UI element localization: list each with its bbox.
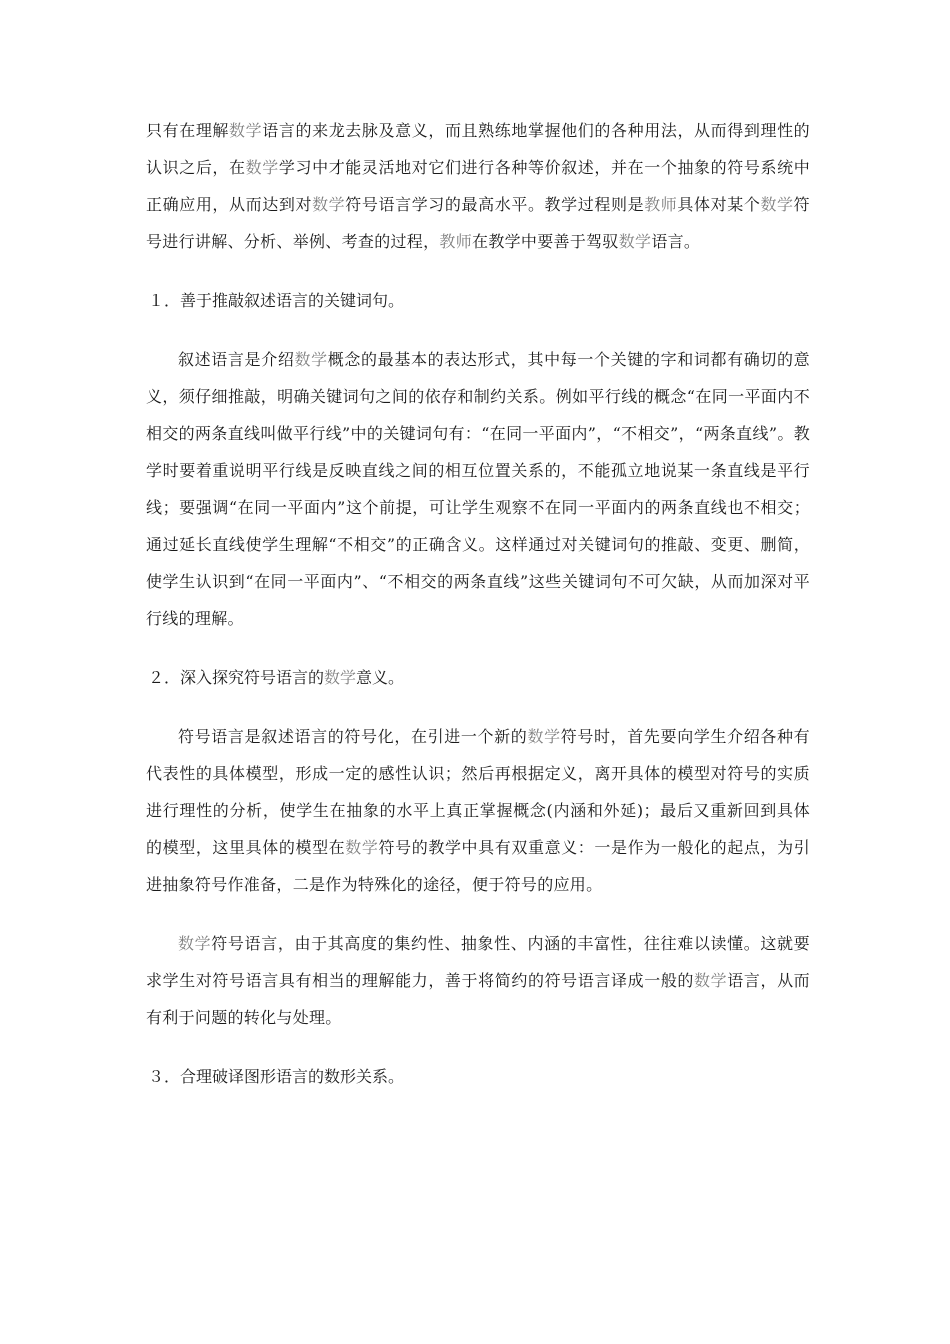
text-run: 符号进行讲解、分析、举例、考查的过程， (146, 195, 810, 251)
text-run: 符号语言学习的最高水平。教学过程则是 (345, 195, 645, 214)
text-run: 符号语言是叙述语言的符号化，在引进一个新的 (178, 727, 528, 746)
text-run: 只有在理解 (146, 121, 230, 140)
keyword-link[interactable]: 数学 (760, 195, 794, 214)
section-heading-1: １．善于推敲叙述语言的关键词句。 (148, 291, 405, 310)
heading-2-link[interactable]: 数学 (324, 668, 357, 687)
text-run: 学习中才能灵活地对它们进行各种等价叙述，并在一个抽象的符号系统中正确应用，从而达到对 (146, 158, 810, 214)
section-heading-2 (146, 659, 810, 696)
text-run: 在教学中要善于驾驭 (472, 232, 619, 251)
text-run: 语言。 (651, 232, 701, 251)
paragraph-narrative-language (146, 341, 810, 637)
paragraph-symbol-language (146, 718, 810, 903)
keyword-link[interactable]: 数学 (294, 350, 328, 369)
text-run: 概念的最基本的表达形式，其中每一个关键的字和词都有确切的意义，须仔细推敲，明确关键词句之间的依存和制约关系。例如平行线的概念“在同一平面内不相交的两条直线叫做平行线”中的关键词句有：“在同一平面内”，“不相交”，“两条直线”。教学时要着重说明平行线是反映直线之间的相互位置关系的，不能孤立地说某一条直线是平行线；要强调“在同一平面内”这个前提，可让学生观察不在同一平面内的两条直线也不相交；通过延长直线使学生理解“不相交”的正确含义。这样通过对关键词句的推敲、变更、删简，使学生认识到“在同一平面内”、“不相交的两条直线”这些关键词句不可欠缺，从而加深对平行线的理解。 (146, 350, 810, 628)
section-heading-3: ３．合理破译图形语言的数形关系。 (148, 1067, 405, 1086)
keyword-link[interactable]: 数学 (312, 195, 346, 214)
heading-2-text-a: ２．深入探究符号语言的 (148, 668, 325, 687)
keyword-link[interactable]: 数学 (345, 838, 379, 857)
keyword-link[interactable]: 数学 (618, 232, 652, 251)
heading-2-text-b: 意义。 (356, 668, 405, 687)
text-run: 符号的教学中具有双重意义：一是作为一般化的起点，为引进抽象符号作准备，二是作为特殊化的途径，便于符号的应用。 (146, 838, 810, 894)
keyword-link[interactable]: 数学 (694, 971, 728, 990)
paragraph-symbol-reading (146, 925, 810, 1036)
text-run: 具体对某个 (677, 195, 761, 214)
paragraph-intro (146, 112, 810, 260)
keyword-link[interactable]: 数学 (229, 121, 263, 140)
text-run: 语言的来龙去脉及意义，而且熟练地掌握他们的各种用法，从而得到理性的认识之后，在 (146, 121, 810, 177)
text-run: 符号语言，由于其高度的集约性、抽象性、内涵的丰富性，往往难以读懂。这就要求学生对符号语言具有相当的理解能力，善于将简约的符号语言译成一般的 (146, 934, 810, 990)
keyword-link[interactable]: 数学 (178, 934, 212, 953)
document-body (146, 112, 810, 1095)
text-run: 语言，从而有利于问题的转化与处理。 (146, 971, 810, 1027)
keyword-link[interactable]: 数学 (245, 158, 279, 177)
text-run: 叙述语言是介绍 (178, 350, 295, 369)
keyword-link[interactable]: 数学 (527, 727, 561, 746)
keyword-link[interactable]: 教师 (644, 195, 678, 214)
text-run: 符号时，首先要向学生介绍各种有代表性的具体模型，形成一定的感性认识；然后再根据定义，离开具体的模型对符号的实质进行理性的分析，使学生在抽象的水平上真正掌握概念(内涵和外延)；最后又重新回到具体的模型，这里具体的模型在 (146, 727, 810, 857)
keyword-link[interactable]: 教师 (439, 232, 473, 251)
